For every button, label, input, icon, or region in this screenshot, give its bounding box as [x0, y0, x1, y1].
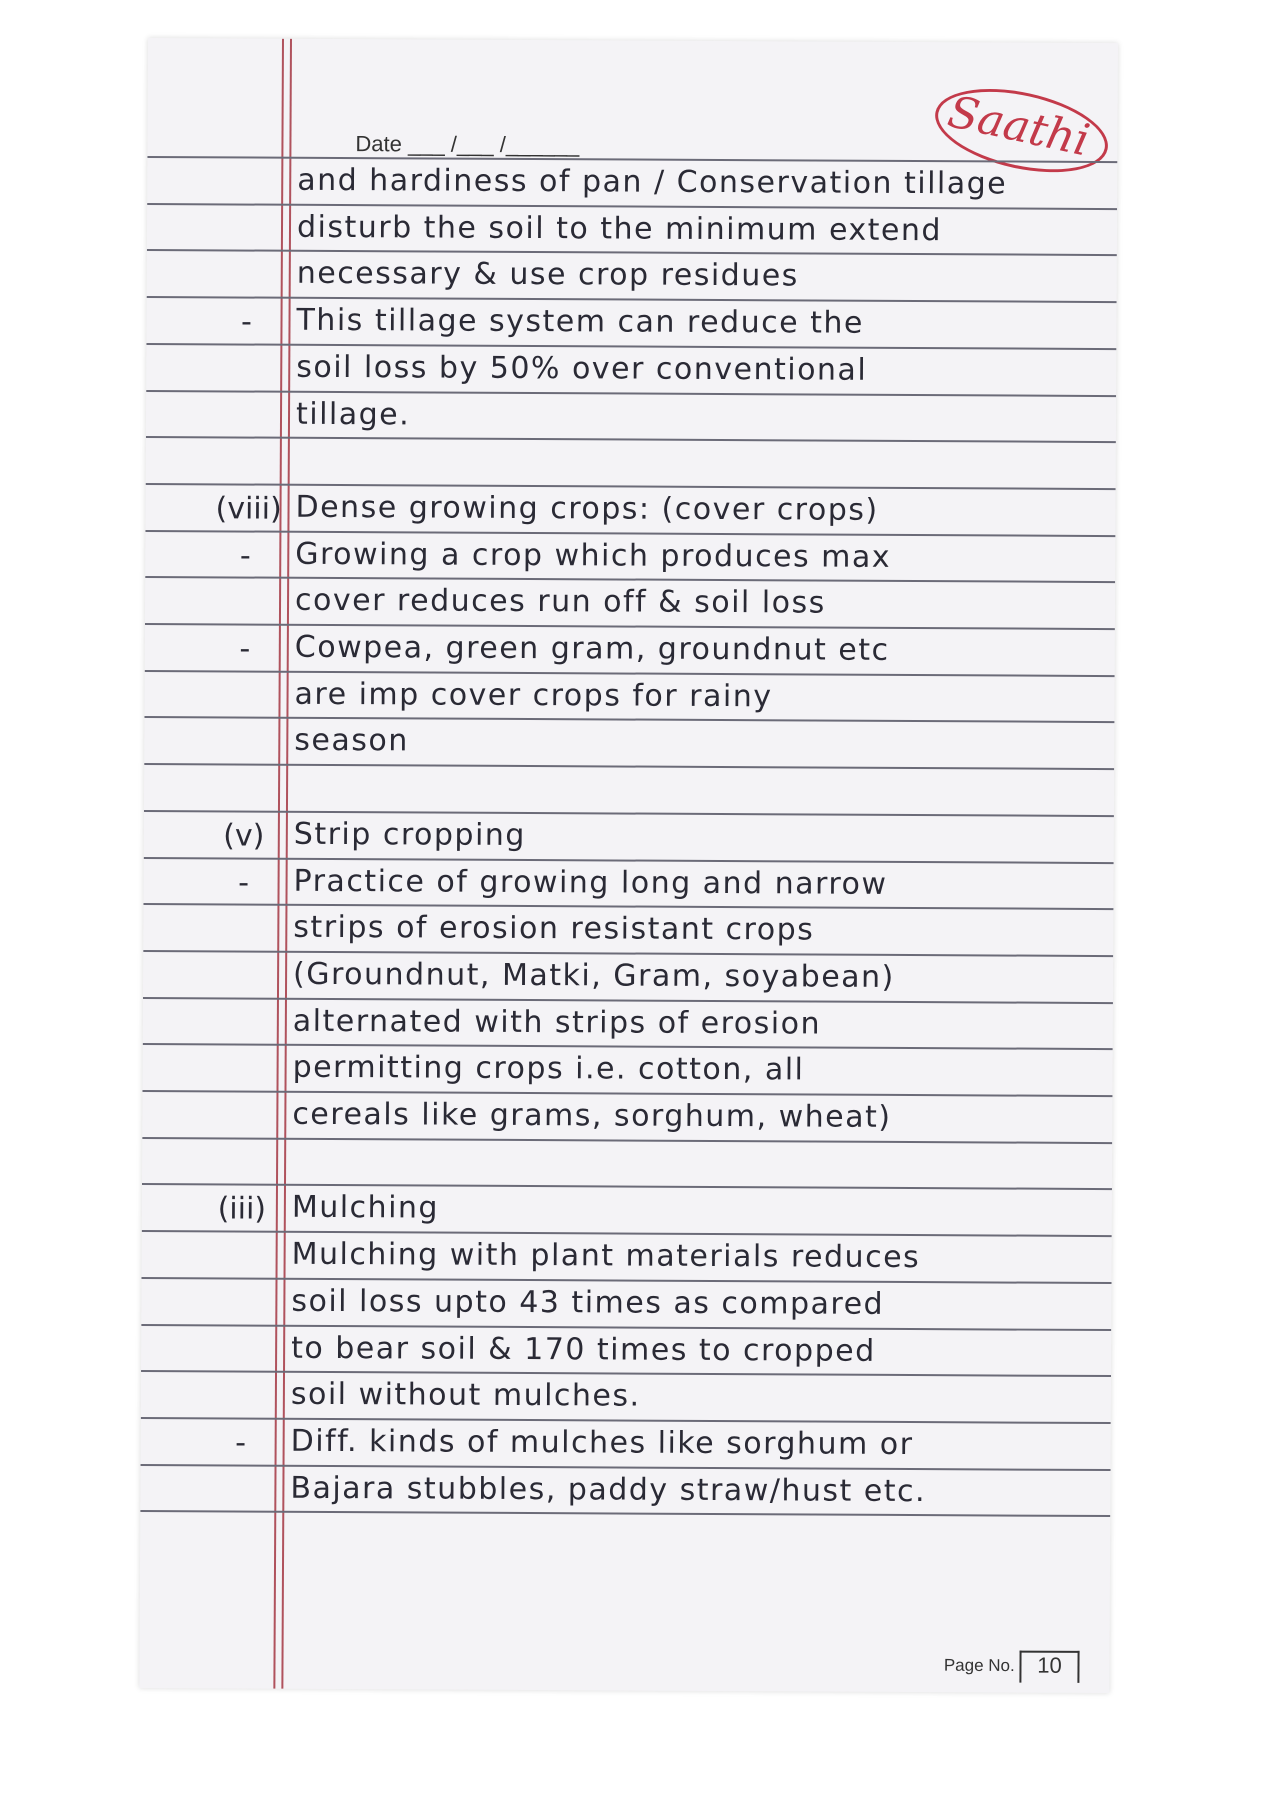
line-marker: -	[239, 538, 251, 574]
line-text: season	[294, 723, 409, 759]
line-text: Dense growing crops: (cover crops)	[295, 489, 879, 528]
line-text: Bajara stubbles, paddy straw/hust etc.	[290, 1470, 927, 1509]
line-text: alternated with strips of erosion	[292, 1003, 822, 1042]
line-text: tillage.	[295, 396, 411, 432]
line-text: This tillage system can reduce the	[296, 302, 864, 341]
line-text: Growing a crop which produces max	[295, 536, 892, 575]
line-text: and hardiness of pan / Conservation tillage	[297, 162, 1008, 202]
line-text: necessary & use crop residues	[296, 256, 799, 294]
line-text: (Groundnut, Matki, Gram, soyabean)	[293, 956, 895, 995]
line-marker: -	[235, 1425, 247, 1461]
line-text: Cowpea, green gram, groundnut etc	[294, 629, 890, 668]
page-footer	[944, 1650, 1080, 1683]
line-marker: -	[241, 304, 253, 340]
date-field: Date ___ /___ /______	[355, 131, 580, 158]
notebook-page	[139, 38, 1118, 1693]
line-text: Mulching with plant materials reduces	[291, 1236, 921, 1276]
line-text: soil loss by 50% over conventional	[296, 349, 868, 388]
brand-name: Saathi	[943, 86, 1094, 167]
line-text: cover reduces run off & soil loss	[294, 583, 826, 621]
line-marker: (v)	[223, 818, 265, 854]
line-text: disturb the soil to the minimum extend	[296, 209, 943, 248]
line-text: soil without mulches.	[290, 1376, 641, 1414]
line-text: Strip cropping	[293, 816, 526, 853]
line-marker: (iii)	[217, 1191, 267, 1228]
line-text: Diff. kinds of mulches like sorghum or	[290, 1423, 914, 1462]
line-text: soil loss upto 43 times as compared	[291, 1283, 885, 1322]
page-label: Page No.	[943, 1655, 1015, 1676]
line-text: Practice of growing long and narrow	[293, 863, 888, 902]
line-text: Mulching	[291, 1190, 440, 1226]
line-marker: -	[238, 864, 250, 901]
line-text: cereals like grams, sorghum, wheat)	[292, 1096, 892, 1135]
line-text: strips of erosion resistant crops	[293, 909, 815, 948]
line-text: permitting crops i.e. cotton, all	[292, 1050, 805, 1088]
line-text: are imp cover crops for rainy	[294, 676, 773, 714]
line-marker: -	[239, 631, 251, 667]
line-marker: (viii)	[215, 491, 282, 527]
page-number: 10	[1019, 1651, 1079, 1683]
line-text: to bear soil & 170 times to cropped	[291, 1330, 876, 1369]
